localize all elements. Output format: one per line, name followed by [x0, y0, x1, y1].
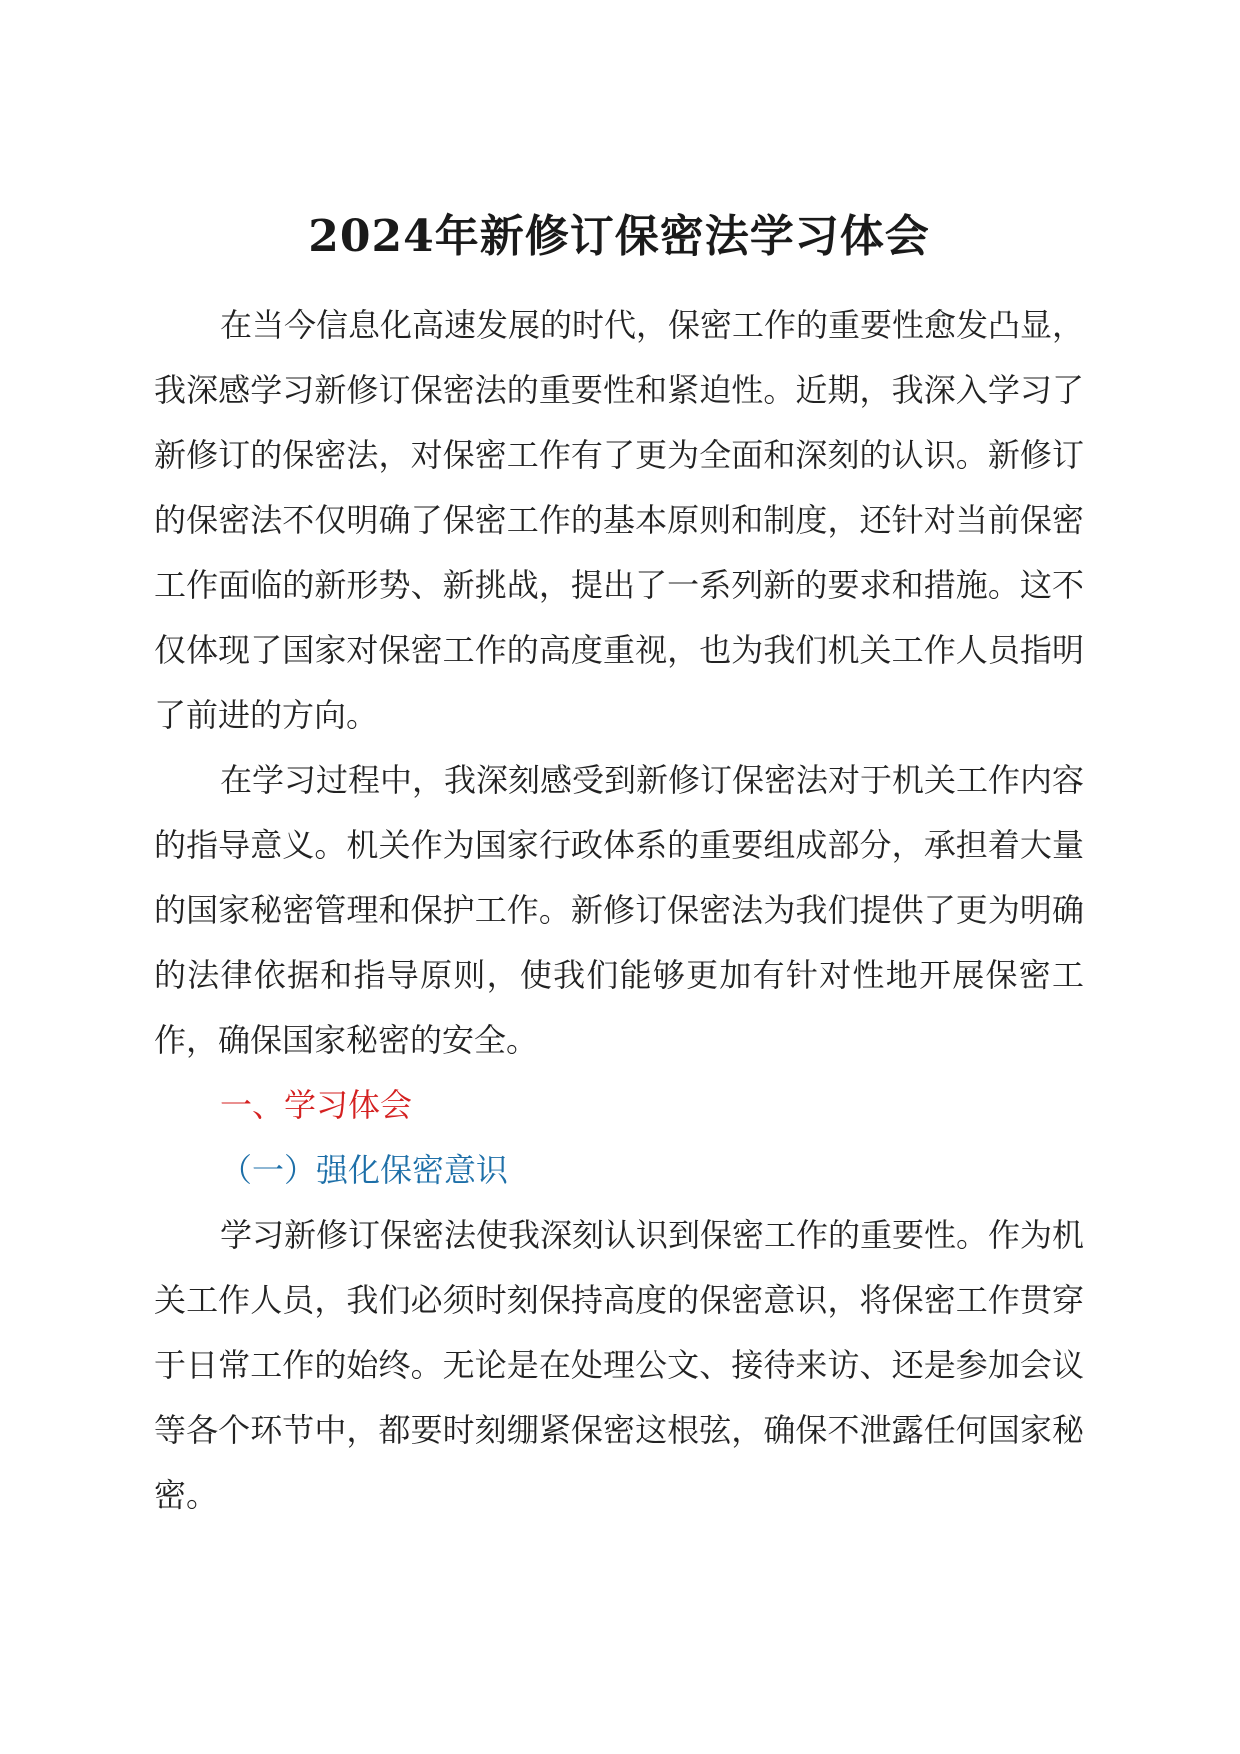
- body-paragraph-intro: 在当今信息化高速发展的时代，保密工作的重要性愈发凸显，我深感学习新修订保密法的重要性和紧迫性。近期，我深入学习了新修订的保密法，对保密工作有了更为全面和深刻的认识。新修订的保密法不仅明确了保密工作的基本原则和制度，还针对当前保密工作面临的新形势、新挑战，提出了一系列新的要求和措施。这不仅体现了国家对保密工作的高度重视，也为我们机关工作人员指明了前进的方向。: [154, 306, 1085, 734]
- body-paragraph-learning: 在学习过程中，我深刻感受到新修订保密法对于机关工作内容的指导意义。机关作为国家行政体系的重要组成部分，承担着大量的国家秘密管理和保护工作。新修订保密法为我们提供了更为明确的法律依据和指导原则，使我们能够更加有针对性地开展保密工作，确保国家秘密的安全。: [154, 761, 1085, 1059]
- body-paragraph-awareness: 学习新修订保密法使我深刻认识到保密工作的重要性。作为机关工作人员，我们必须时刻保持高度的保密意识，将保密工作贯穿于日常工作的始终。无论是在处理公文、接待来访、还是参加会议等各个环节中，都要时刻绷紧保密这根弦，确保不泄露任何国家秘密。: [154, 1216, 1085, 1514]
- subsection-heading-confidentiality-awareness: （一）强化保密意识: [220, 1151, 509, 1189]
- document-content: [154, 205, 1084, 1528]
- document-title: 2024年新修订保密法学习体会: [308, 211, 930, 262]
- section-heading-learning-experience: 一、学习体会: [220, 1086, 413, 1124]
